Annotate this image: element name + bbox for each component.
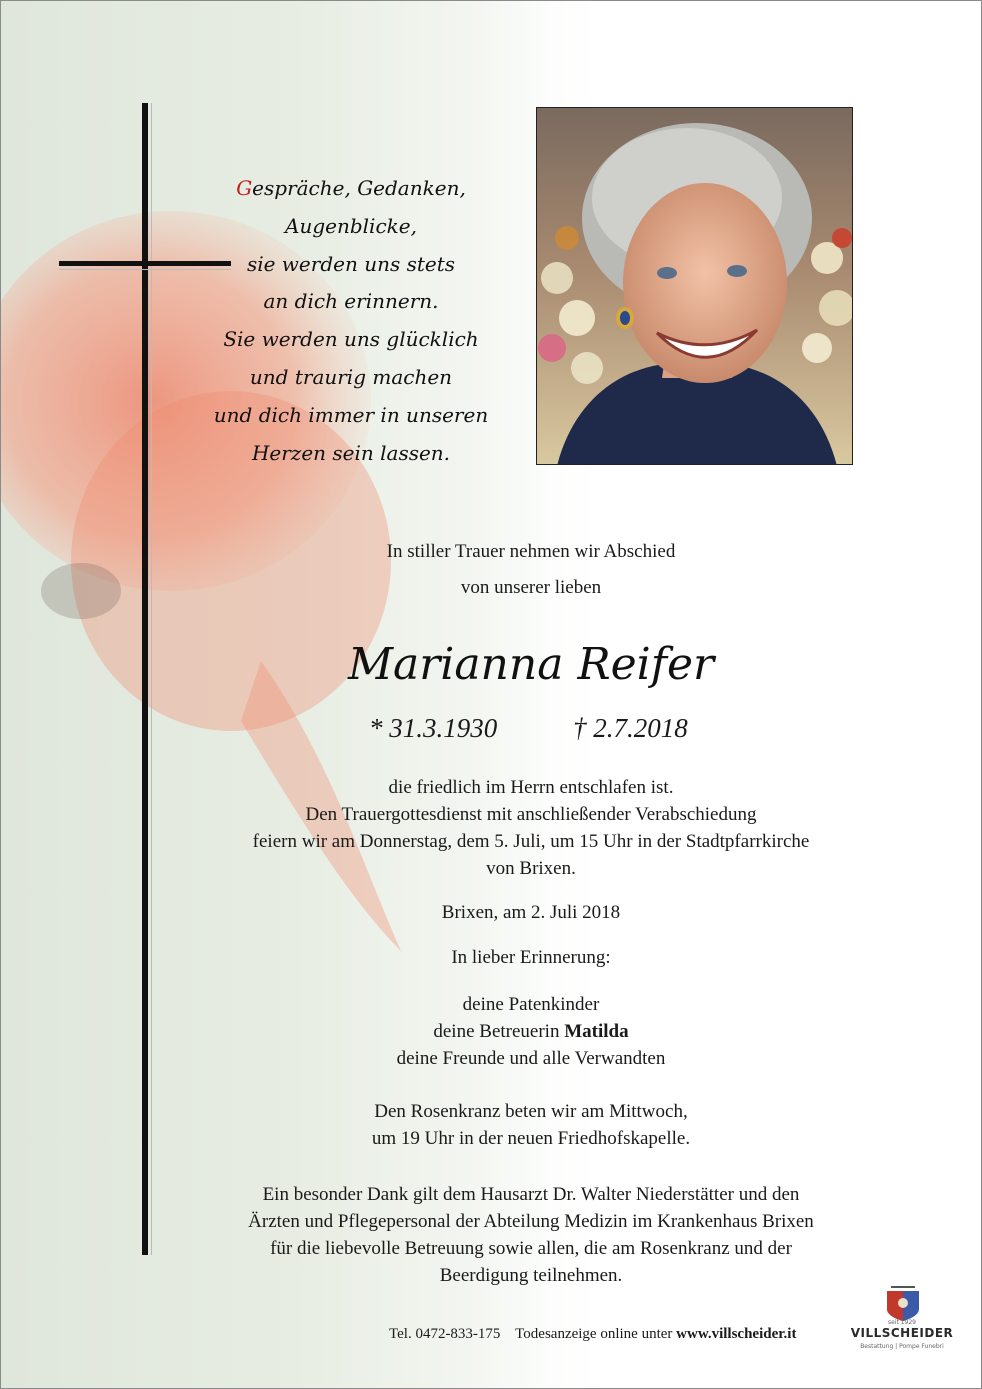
poem-line-4: an dich erinnern. — [263, 289, 439, 313]
poem-line-7: und dich immer in unseren — [213, 403, 489, 427]
notice-line-3: feiern wir am Donnerstag, dem 5. Juli, um 15 Uhr in der Stadtpfarrkirche — [252, 831, 810, 852]
thanks-line-4: Beerdigung teilnehmen. — [439, 1265, 623, 1286]
intro-line-2: von unserer lieben — [460, 577, 602, 598]
thanks-line-3: für die liebevolle Betreuung sowie allen, die am Rosenkranz und der — [270, 1238, 792, 1259]
notice-line-2: Den Trauergottesdienst mit anschließender Verabschiedung — [305, 804, 757, 825]
mourner-line-3: deine Freunde und alle Verwandten — [396, 1048, 666, 1069]
poem-line-2: Augenblicke, — [285, 214, 417, 238]
poem-line-1 — [201, 176, 501, 200]
footer-contact — [389, 1326, 796, 1343]
poem-line-5: Sie werden uns glücklich — [223, 327, 479, 351]
poem-initial: G — [236, 176, 253, 200]
place-date: Brixen, am 2. Juli 2018 — [441, 902, 621, 923]
mourner-line-2 — [151, 1021, 911, 1043]
caregiver-name: Matilda — [564, 1021, 629, 1042]
poem-line-3: sie werden uns stets — [246, 252, 456, 276]
mourner-line-2-prefix: deine Betreuerin — [433, 1021, 560, 1042]
poem-line-1-text: espräche, Gedanken, — [252, 176, 466, 200]
portrait-photo — [536, 107, 853, 465]
remembrance-heading: In lieber Erinnerung: — [451, 947, 611, 968]
birth-date: * 31.3.1930 — [369, 713, 498, 743]
mourner-line-1: deine Patenkinder — [462, 994, 600, 1015]
deceased-name: Marianna Reifer — [347, 639, 715, 690]
logo-subtitle: Bestattung | Pompe Funebri — [860, 1343, 944, 1350]
logo-name: VILLSCHEIDER — [850, 1326, 954, 1340]
death-date: † 2.7.2018 — [573, 713, 688, 743]
logo-since: seit 1929 — [887, 1319, 916, 1326]
notice-line-1: die friedlich im Herrn entschlafen ist. — [388, 777, 674, 798]
intro-line-1: In stiller Trauer nehmen wir Abschied — [386, 541, 676, 562]
footer-online-label: Todesanzeige online unter — [515, 1326, 673, 1342]
rosary-line-1: Den Rosenkranz beten wir am Mittwoch, — [374, 1101, 688, 1122]
poem-line-8: Herzen sein lassen. — [251, 441, 451, 465]
cross-vertical-bar — [142, 103, 148, 1255]
notice-line-4: von Brixen. — [486, 858, 576, 879]
portrait-image — [537, 108, 853, 465]
poem-line-6: und traurig machen — [249, 365, 453, 389]
thanks-line-2: Ärzten und Pflegepersonal der Abteilung Medizin im Krankenhaus Brixen — [248, 1211, 814, 1232]
footer-phone: Tel. 0472-833-175 — [389, 1326, 501, 1342]
footer-website-link[interactable]: www.villscheider.it — [676, 1326, 797, 1342]
rosary-line-2: um 19 Uhr in der neuen Friedhofskapelle. — [371, 1128, 691, 1149]
thanks-line-1: Ein besonder Dank gilt dem Hausarzt Dr. Walter Niederstätter und den — [262, 1184, 800, 1205]
